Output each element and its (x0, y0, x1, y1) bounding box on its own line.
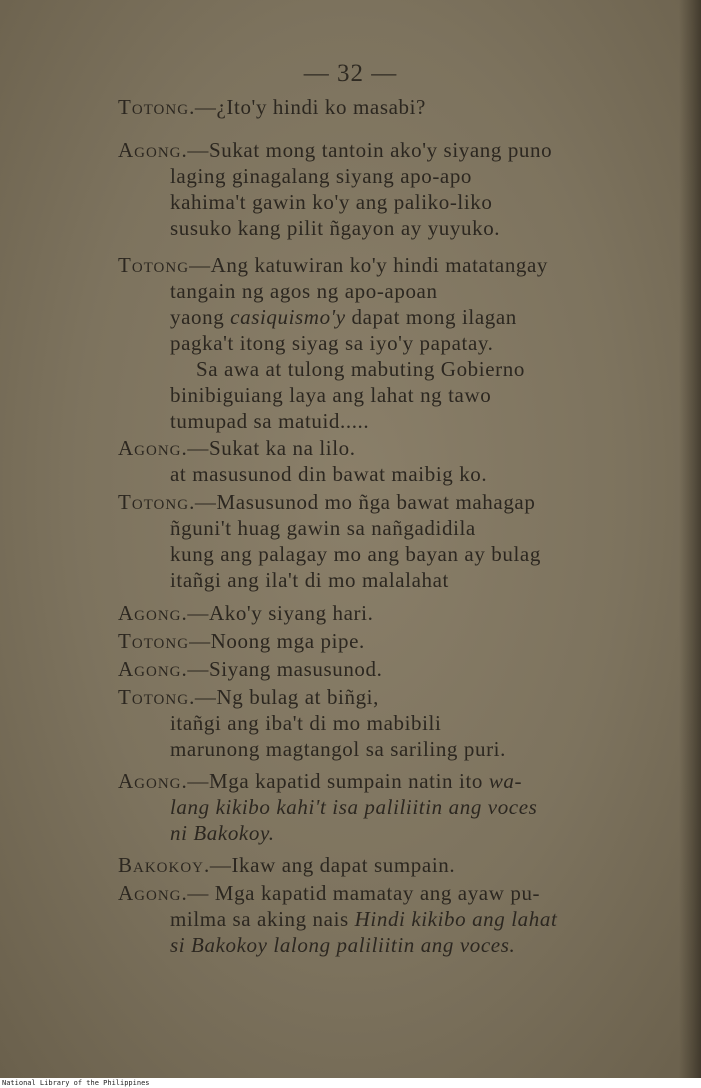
speaker-name: Agong (118, 138, 182, 162)
speaker-name: Agong (118, 769, 182, 793)
line-text: susuko kang pilit ñgayon ay yuyuko. (170, 216, 501, 240)
line-text: .—Sukat ka na lilo. (181, 436, 356, 460)
line-text: yaong (170, 305, 231, 329)
line-text: .—Ng bulag at biñgi, (189, 685, 379, 709)
speaker-name: Bakokoy (118, 853, 205, 877)
verse-line (170, 906, 557, 932)
line-text: pagka't itong siyag sa iyo'y papatay. (170, 331, 494, 355)
speaker-name: Totong (118, 253, 190, 277)
library-credit: National Library of the Philippines (2, 1079, 150, 1087)
verse-line (118, 94, 426, 120)
verse-line (170, 215, 500, 241)
speaker-name: Totong (118, 95, 190, 119)
verse-line (170, 461, 487, 487)
line-text: Sa awa at tulong mabuting Gobierno (196, 357, 525, 381)
line-text: .—¿Ito'y hindi ko masabi? (189, 95, 426, 119)
verse-line (170, 932, 515, 958)
line-text: ñguni't huag gawin sa nañgadidila (170, 516, 476, 540)
line-italic-text: ni Bakokoy. (170, 821, 275, 845)
line-text: .—Ikaw ang dapat sumpain. (204, 853, 456, 877)
line-text: .—Sukat mong tantoin ako'y siyang puno (181, 138, 553, 162)
verse-line (170, 710, 441, 736)
verse-line (118, 852, 455, 878)
verse-line (118, 628, 365, 654)
verse-line (170, 382, 491, 408)
speaker-name: Totong (118, 629, 190, 653)
verse-line (118, 684, 379, 710)
line-text: .—Mga kapatid sumpain natin ito (181, 769, 489, 793)
line-text: milma sa aking nais (170, 907, 355, 931)
verse-line (196, 356, 525, 382)
speaker-name: Agong (118, 881, 182, 905)
line-text: .—Ako'y siyang hari. (181, 601, 374, 625)
verse-line (170, 304, 517, 330)
page-edge-shadow (679, 0, 701, 1078)
verse-line (170, 567, 449, 593)
line-text: binibiguiang laya ang lahat ng tawo (170, 383, 492, 407)
verse-line (118, 252, 548, 278)
line-text: —Ang katuwiran ko'y hindi matatangay (189, 253, 549, 277)
line-text: .— Mga kapatid mamatay ang ayaw pu- (181, 881, 541, 905)
line-text: laging ginagalang siyang apo-apo (170, 164, 473, 188)
verse-line (118, 489, 535, 515)
verse-line (170, 541, 541, 567)
line-text: kung ang palagay mo ang bayan ay bulag (170, 542, 541, 566)
line-text: .—Masusunod mo ñga bawat mahagap (189, 490, 536, 514)
line-text: dapat mong ilagan (345, 305, 517, 329)
verse-line (118, 435, 356, 461)
verse-line (118, 600, 373, 626)
verse-line (170, 189, 493, 215)
verse-line (118, 137, 552, 163)
verse-line (170, 736, 506, 762)
verse-line (170, 163, 472, 189)
page-number: — 32 — (303, 60, 398, 87)
speaker-name: Totong (118, 685, 190, 709)
line-text: itañgi ang iba't di mo mabibili (170, 711, 442, 735)
line-text: at masusunod din bawat maibig ko. (170, 462, 488, 486)
line-text: —Noong mga pipe. (189, 629, 365, 653)
line-italic-text: lang kikibo kahi't isa paliliitin ang voces (170, 795, 538, 819)
verse-line (170, 330, 494, 356)
verse-line (118, 880, 540, 906)
verse-line (118, 768, 522, 794)
line-italic-text: Hindi kikibo ang lahat (354, 907, 558, 931)
verse-line (170, 408, 369, 434)
speaker-name: Totong (118, 490, 190, 514)
verse-line (170, 794, 537, 820)
verse-line (118, 656, 382, 682)
verse-line (170, 820, 275, 846)
line-text: marunong magtangol sa sariling puri. (170, 737, 506, 761)
line-italic-text: si Bakokoy lalong paliliitin ang voces. (170, 933, 516, 957)
line-text: tangain ng agos ng apo-apoan (170, 279, 438, 303)
speaker-name: Agong (118, 657, 182, 681)
line-italic-text: casiquismo'y (230, 305, 346, 329)
speaker-name: Agong (118, 436, 182, 460)
line-italic-text: wa- (488, 769, 523, 793)
line-text: tumupad sa matuid..... (170, 409, 370, 433)
line-text: kahima't gawin ko'y ang paliko-liko (170, 190, 493, 214)
line-text: itañgi ang ila't di mo malalahat (170, 568, 449, 592)
line-text: .—Siyang masusunod. (181, 657, 383, 681)
verse-line (170, 278, 438, 304)
speaker-name: Agong (118, 601, 182, 625)
verse-line (170, 515, 476, 541)
